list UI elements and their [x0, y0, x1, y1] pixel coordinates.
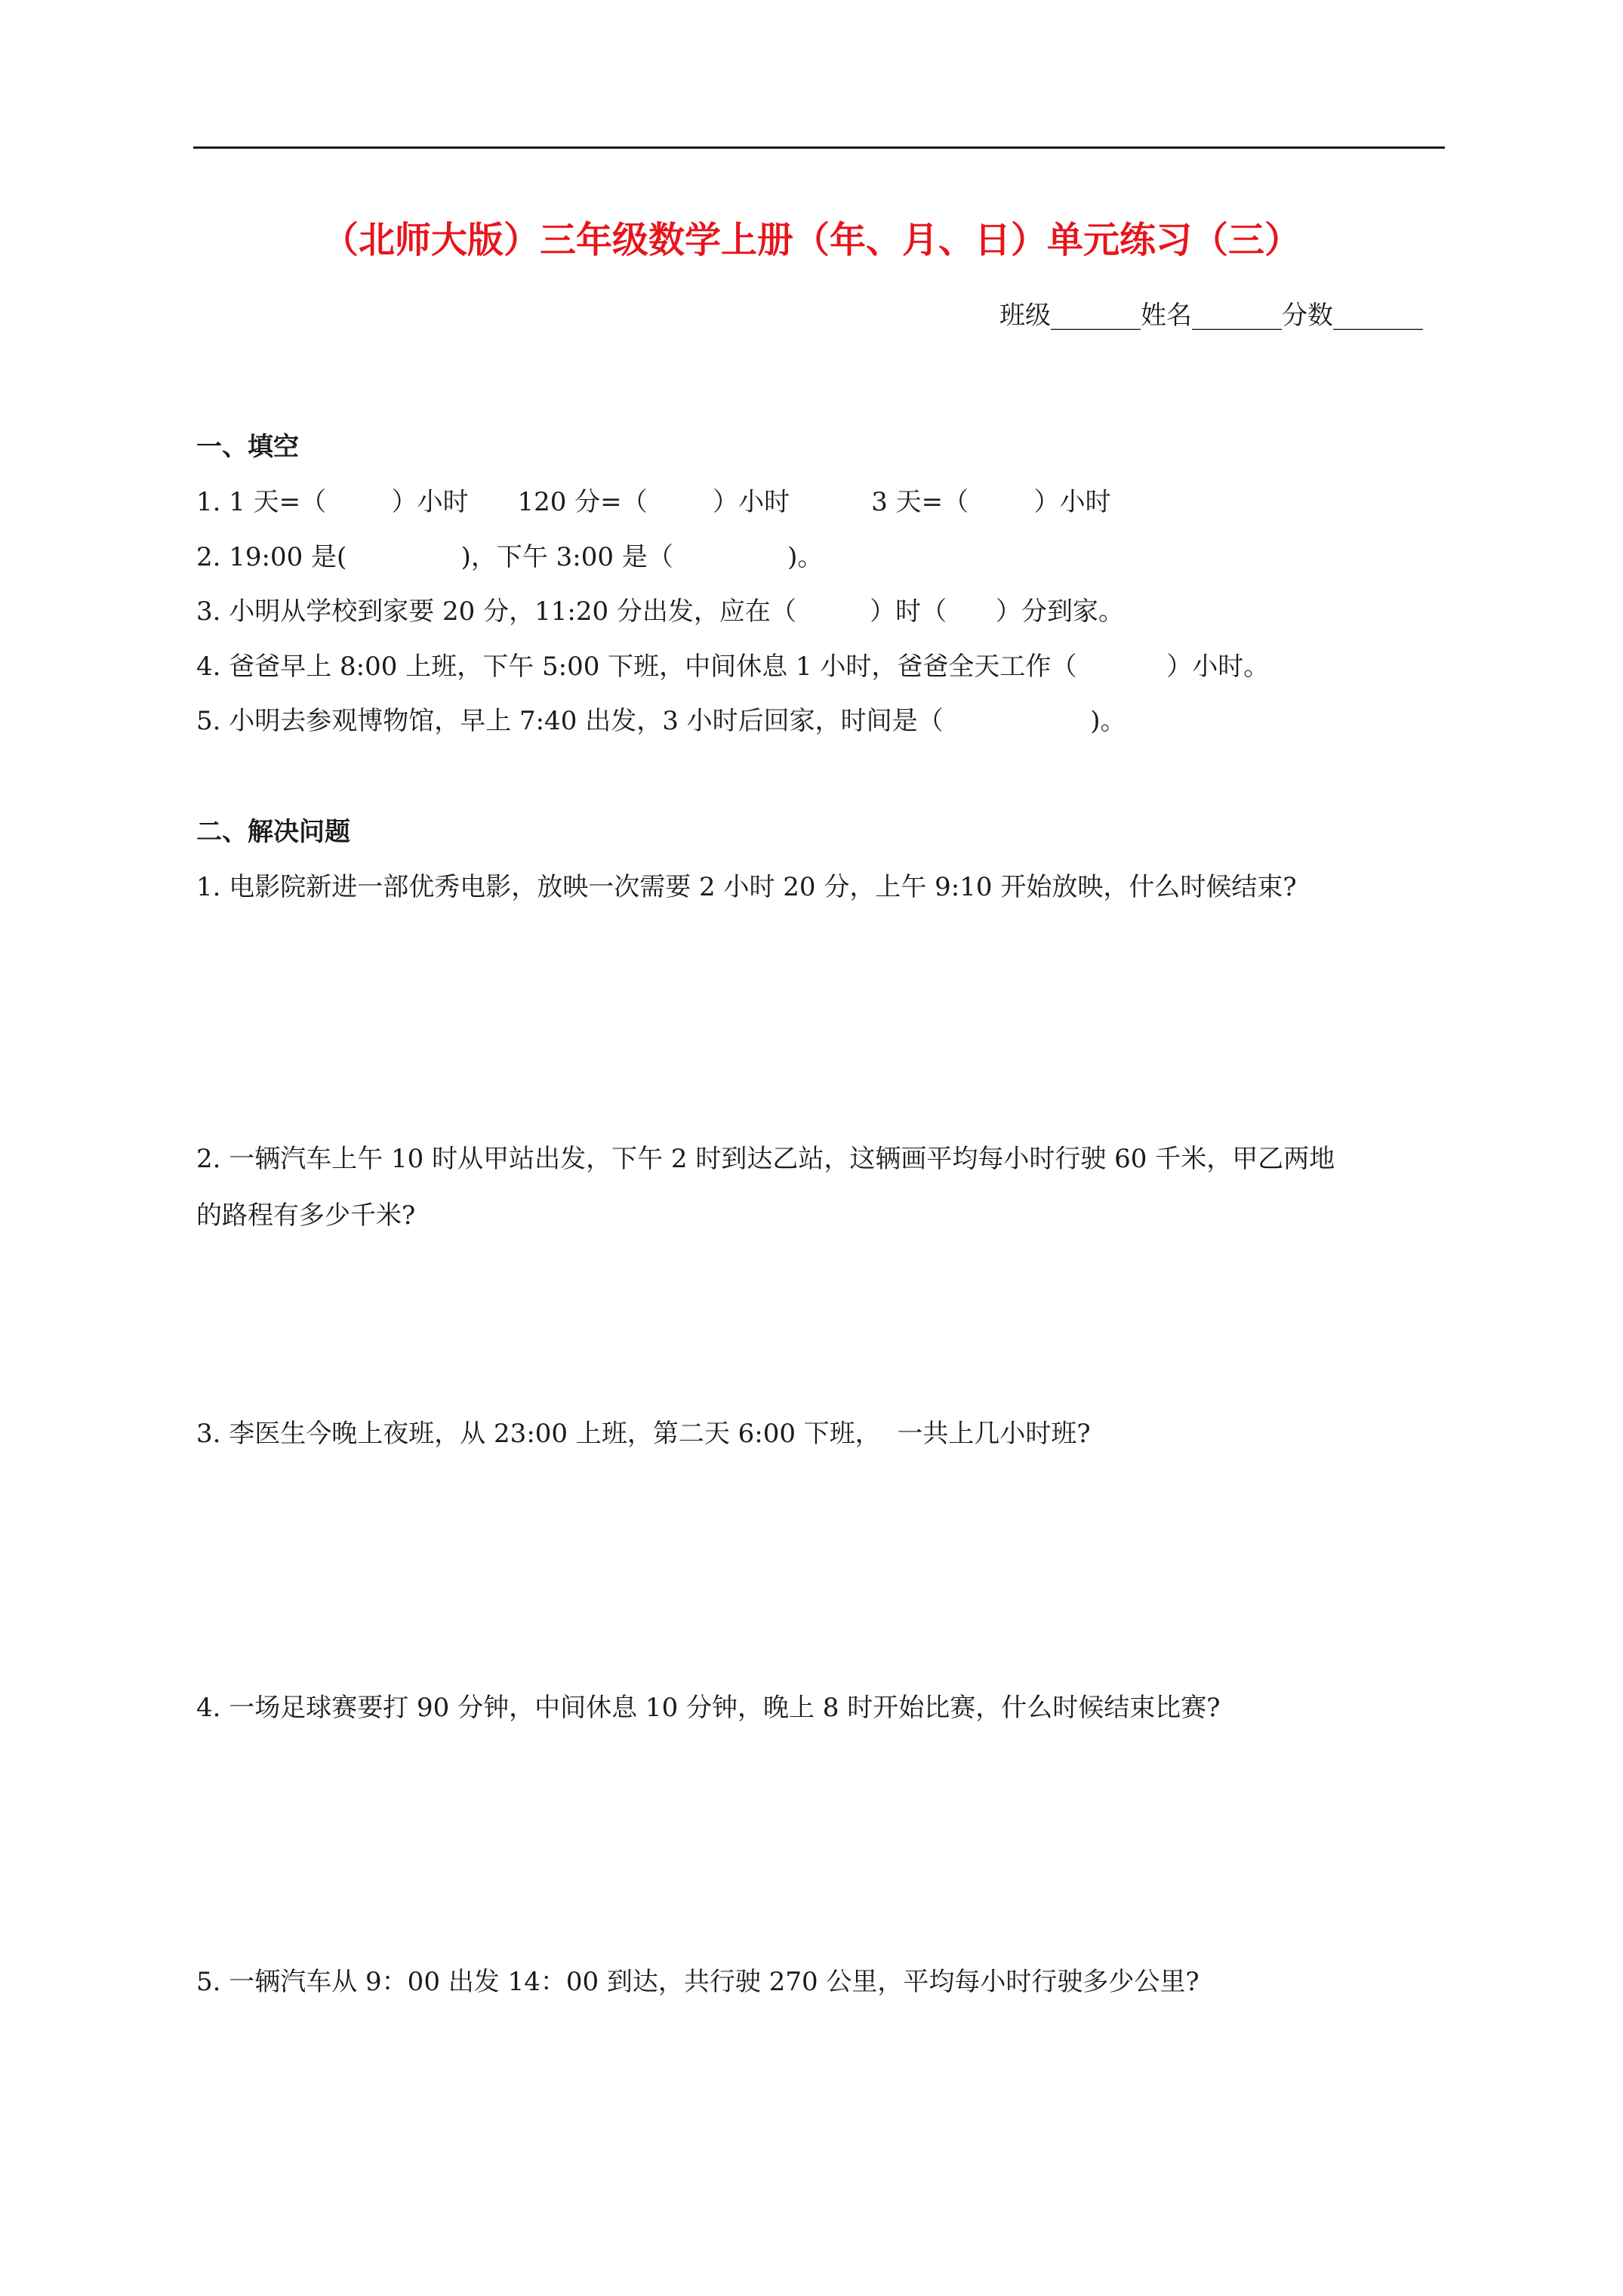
fill-question-1: 1. 1 天=（ ）小时 120 分=（ ）小时 3 天=（ ）小时 [196, 487, 1111, 517]
problem-2-line-2: 的路程有多少千米? [196, 1200, 416, 1231]
header-rule [193, 146, 1445, 149]
fill-question-5: 5. 小明去参观博物馆，早上 7:40 出发，3 小时后回家，时间是（ )。 [196, 706, 1126, 736]
problem-3-line-1: 3. 李医生今晚上夜班，从 23:00 上班，第二天 6:00 下班， 一共上几小时班? [196, 1419, 1091, 1449]
fill-question-2: 2. 19:00 是( )，下午 3:00 是（ )。 [196, 542, 824, 572]
page-title: （北师大版）三年级数学上册（年、月、日）单元练习（三） [322, 219, 1301, 261]
section-heading-fill-blank: 一、填空 [196, 432, 299, 462]
problem-5-line-1: 5. 一辆汽车从 9：00 出发 14：00 到达，共行驶 270 公里，平均每小时行驶多少公里? [196, 1967, 1200, 1997]
problem-4-line-1: 4. 一场足球赛要打 90 分钟，中间休息 10 分钟，晚上 8 时开始比赛，什么时候结束比赛? [196, 1693, 1221, 1723]
problem-2-line-1: 2. 一辆汽车上午 10 时从甲站出发，下午 2 时到达乙站，这辆画平均每小时行驶 60 千米，甲乙两地 [196, 1144, 1335, 1174]
fill-question-4: 4. 爸爸早上 8:00 上班，下午 5:00 下班，中间休息 1 小时，爸爸全天工作（ ）小时。 [196, 652, 1270, 682]
problem-1-line-1: 1. 电影院新进一部优秀电影，放映一次需要 2 小时 20 分，上午 9:10 开始放映，什么时候结束? [196, 872, 1297, 902]
student-info-line: 班级_______姓名_______分数_______ [999, 300, 1423, 331]
fill-question-3: 3. 小明从学校到家要 20 分，11:20 分出发，应在（ ）时（ ）分到家。 [196, 596, 1125, 627]
section-heading-solve-problems: 二、解决问题 [196, 817, 350, 847]
